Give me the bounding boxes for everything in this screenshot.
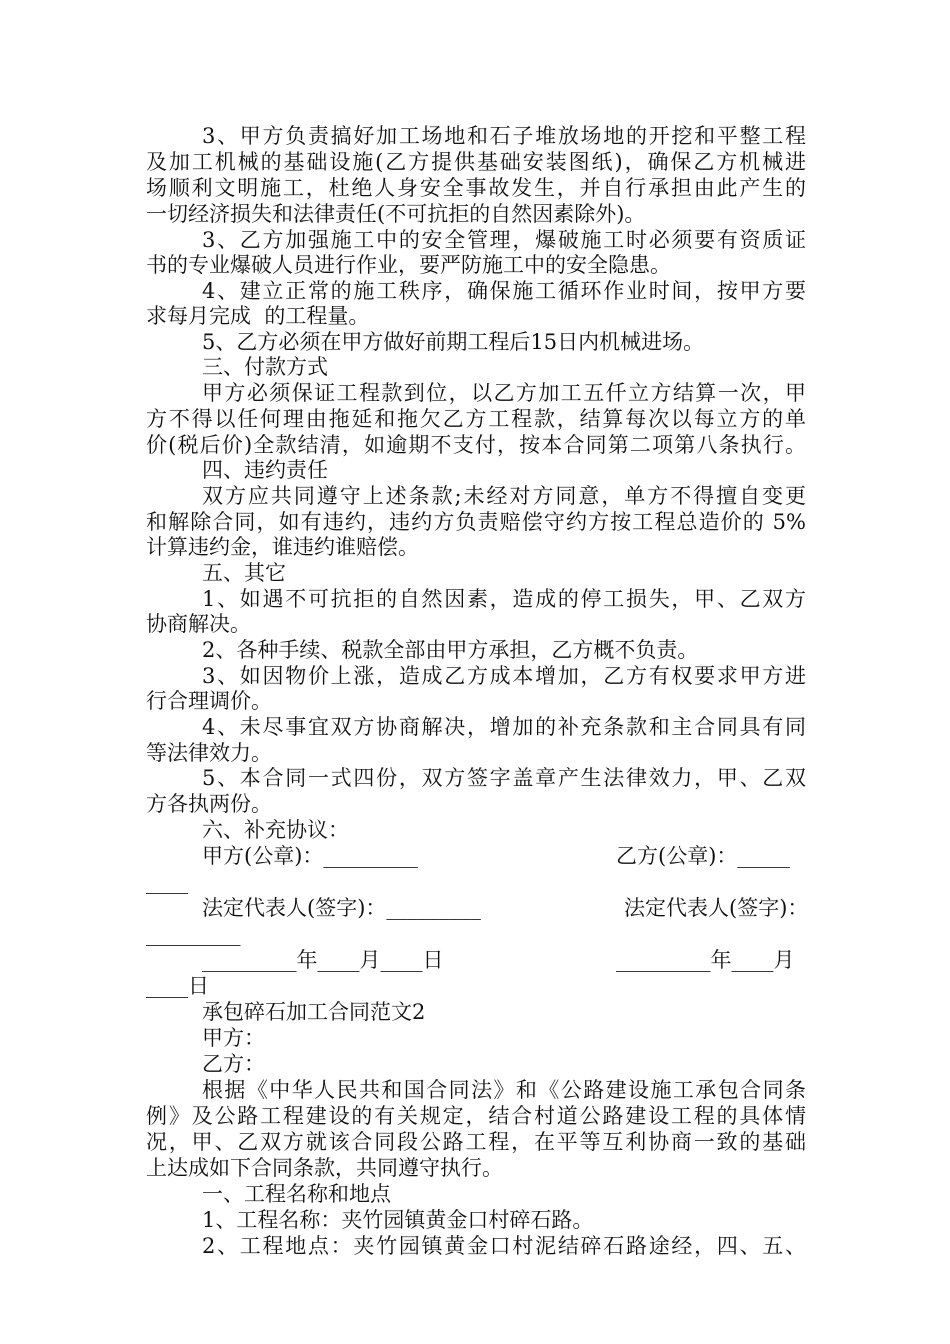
text-line: 书的专业爆破人员进行作业，要严防施工中的安全隐患。 [146, 253, 671, 277]
section-heading: 三、付款方式 [202, 355, 328, 379]
section-heading: 一、工程名称和地点 [202, 1182, 391, 1206]
party-b-seal-field: 乙方(公章)：_____ [616, 844, 790, 868]
party-a-date-field: _________年____月____日 [202, 948, 444, 972]
text-line: 及加工机械的基础设施(乙方提供基础安装图纸)，确保乙方机械进 [146, 150, 806, 174]
text-line: 等法律效力。 [146, 741, 272, 765]
text-line: 计算违约金，谁违约谁赔偿。 [146, 535, 419, 559]
text-line: 4、建立正常的施工秩序，确保施工循环作业时间，按甲方要 [202, 279, 806, 303]
party-b-representative-field: 法定代表人(签字)： [624, 896, 809, 920]
party-b-date-field: _________年____月 [616, 948, 795, 972]
text-line: 况，甲、乙双方就该合同段公路工程，在平等互利协商一致的基础 [146, 1130, 806, 1154]
text-line: 价(税后价)全款结清，如逾期不支付，按本合同第二项第八条执行。 [146, 433, 806, 457]
section-heading: 四、违约责任 [202, 458, 328, 482]
text-line: 双方应共同遵守上述条款;未经对方同意，单方不得擅自变更 [202, 484, 806, 508]
text-line: ____日 [146, 974, 209, 998]
text-line: 行合理调价。 [146, 689, 272, 713]
text-line: 一切经济损失和法律责任(不可抗拒的自然因素除外)。 [146, 202, 646, 226]
party-a-representative-field: 法定代表人(签字)：_________ [202, 896, 481, 920]
text-line: 和解除合同，如有违约，违约方负责赔偿守约方按工程总造价的 5% [146, 510, 806, 534]
text-line: 1、如遇不可抗拒的自然因素，造成的停工损失，甲、乙双方 [202, 587, 806, 611]
text-line: 求每月完成 的工程量。 [146, 304, 370, 328]
text-line: ____ [146, 870, 188, 894]
text-line: 例》及公路工程建设的有关规定，结合村道公路建设工程的具体情 [146, 1104, 806, 1128]
text-line: 2、工程地点：夹竹园镇黄金口村泥结碎石路途经，四、五、 [202, 1234, 806, 1258]
text-line: 3、甲方负责搞好加工场地和石子堆放场地的开挖和平整工程 [202, 124, 806, 148]
text-line: 1、工程名称：夹竹园镇黄金口村碎石路。 [202, 1208, 594, 1232]
text-line: 3、如因物价上涨，造成乙方成本增加，乙方有权要求甲方进 [202, 664, 806, 688]
text-line: 上达成如下合同条款，共同遵守执行。 [146, 1156, 503, 1180]
text-line: _________ [146, 922, 241, 946]
section-heading: 六、补充协议： [202, 818, 349, 842]
text-line: 场顺利文明施工，杜绝人身安全事故发生，并自行承担由此产生的 [146, 176, 806, 200]
text-line: 2、各种手续、税款全部由甲方承担，乙方概不负责。 [202, 638, 699, 662]
document-title: 承包碎石加工合同范文2 [202, 1000, 426, 1024]
text-line: 甲方必须保证工程款到位，以乙方加工五仟立方结算一次，甲 [202, 381, 806, 405]
party-a-seal-field: 甲方(公章)：_________ [202, 844, 418, 868]
text-line: 方各执两份。 [146, 792, 272, 816]
text-line: 5、本合同一式四份，双方签字盖章产生法律效力，甲、乙双 [202, 766, 806, 790]
party-a-label: 甲方： [202, 1026, 265, 1050]
text-line: 方不得以任何理由拖延和拖欠乙方工程款，结算每次以每立方的单 [146, 407, 806, 431]
text-line: 4、未尽事宜双方协商解决，增加的补充条款和主合同具有同 [202, 715, 806, 739]
text-line: 5、乙方必须在甲方做好前期工程后15日内机械进场。 [202, 330, 705, 354]
text-line: 3、乙方加强施工中的安全管理，爆破施工时必须要有资质证 [202, 228, 806, 252]
text-line: 协商解决。 [146, 612, 251, 636]
party-b-label: 乙方： [202, 1052, 265, 1076]
section-heading: 五、其它 [202, 561, 286, 585]
text-line: 根据《中华人民共和国合同法》和《公路建设施工承包合同条 [202, 1078, 806, 1102]
